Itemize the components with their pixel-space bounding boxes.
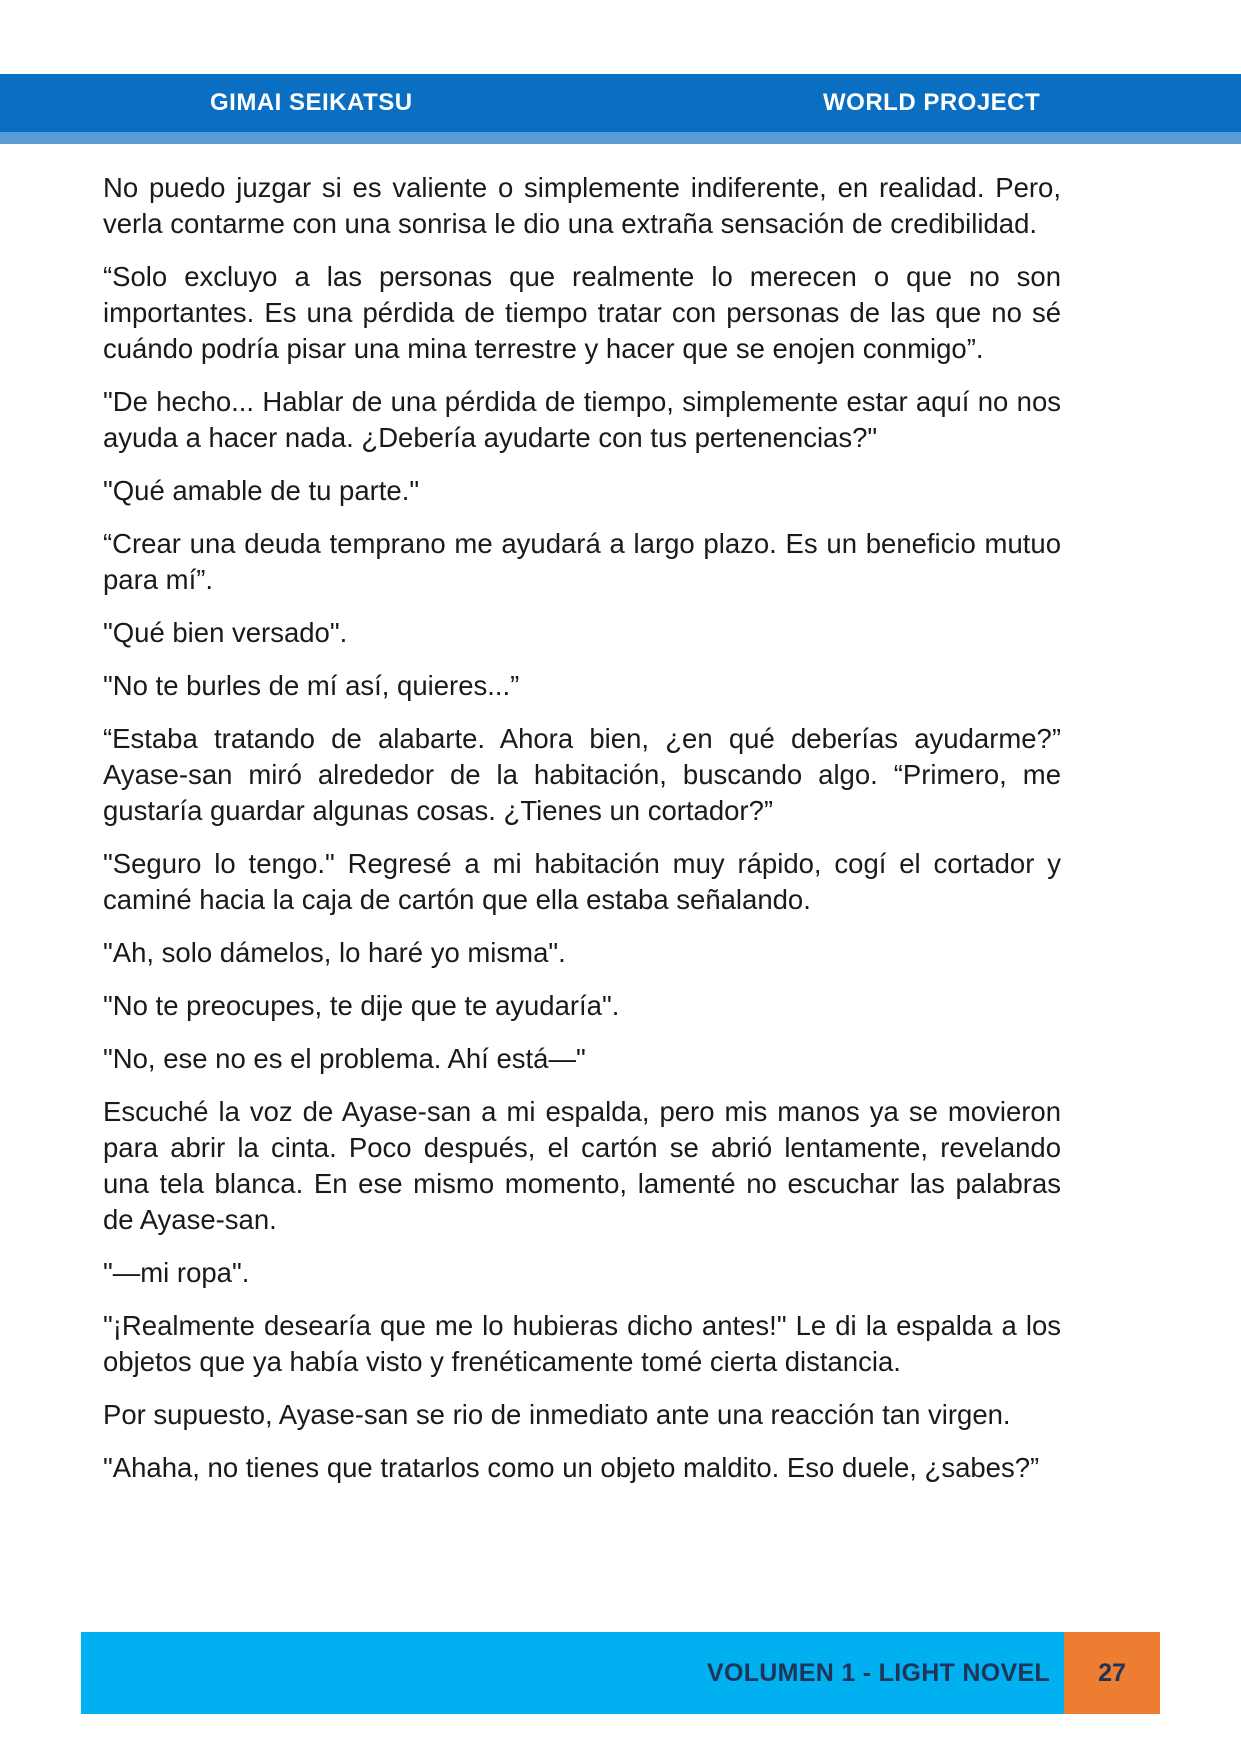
paragraph: "—mi ropa". [103, 1257, 250, 1288]
page-number: 27 [1098, 1659, 1126, 1687]
page-header [0, 74, 1241, 132]
page-number-box [1064, 1632, 1160, 1714]
paragraph: No puedo juzgar si es valiente o simplemente indiferente, en realidad. Pero, verla contarme con una sonrisa le dio una extraña sensación de credibilidad. [103, 172, 1061, 239]
paragraph: “Crear una deuda temprano me ayudará a largo plazo. Es un beneficio mutuo para mí”. [103, 528, 1061, 595]
paragraph: Por supuesto, Ayase-san se rio de inmediato ante una reacción tan virgen. [103, 1399, 1011, 1430]
header-series-title: GIMAI SEIKATSU [210, 89, 413, 116]
header-project-name: WORLD PROJECT [823, 89, 1041, 116]
paragraph: "¡Realmente desearía que me lo hubieras dicho antes!" Le di la espalda a los objetos que ya había visto y frenéticamente tomé cierta distancia. [103, 1310, 1061, 1377]
paragraph: "Seguro lo tengo." Regresé a mi habitación muy rápido, cogí el cortador y caminé hacia la caja de cartón que ella estaba señalando. [103, 848, 1061, 915]
paragraph: "Ah, solo dámelos, lo haré yo misma". [103, 937, 566, 968]
page-body [103, 170, 1061, 1503]
paragraph: Escuché la voz de Ayase-san a mi espalda, pero mis manos ya se movieron para abrir la cinta. Poco después, el cartón se abrió lentamente, revelando una tela blanca. En ese mismo momento, lamenté no escuchar las palabras de Ayase-san. [103, 1096, 1061, 1235]
paragraph: "Ahaha, no tienes que tratarlos como un objeto maldito. Eso duele, ¿sabes?” [103, 1452, 1040, 1483]
paragraph: "Qué amable de tu parte." [103, 475, 420, 506]
paragraph: "No te preocupes, te dije que te ayudaría". [103, 990, 620, 1021]
page-footer [81, 1632, 1064, 1714]
paragraph: "No, ese no es el problema. Ahí está—" [103, 1043, 586, 1074]
paragraph: “Solo excluyo a las personas que realmente lo merecen o que no son importantes. Es una pérdida de tiempo tratar con personas de las que no sé cuándo podría pisar una mina terrestre y hacer que se enojen conmigo”. [103, 261, 1061, 364]
paragraph: "No te burles de mí así, quieres...” [103, 670, 520, 701]
paragraph: "Qué bien versado". [103, 617, 348, 648]
footer-volume-label: VOLUMEN 1 - LIGHT NOVEL [706, 1659, 1050, 1687]
paragraph: “Estaba tratando de alabarte. Ahora bien, ¿en qué deberías ayudarme?” Ayase-san miró alrededor de la habitación, buscando algo. “Primero, me gustaría guardar algunas cosas. ¿Tienes un cortador?” [103, 723, 1061, 826]
header-stripe [0, 132, 1241, 144]
paragraph: "De hecho... Hablar de una pérdida de tiempo, simplemente estar aquí no nos ayuda a hacer nada. ¿Debería ayudarte con tus pertenencias?" [103, 386, 1061, 453]
